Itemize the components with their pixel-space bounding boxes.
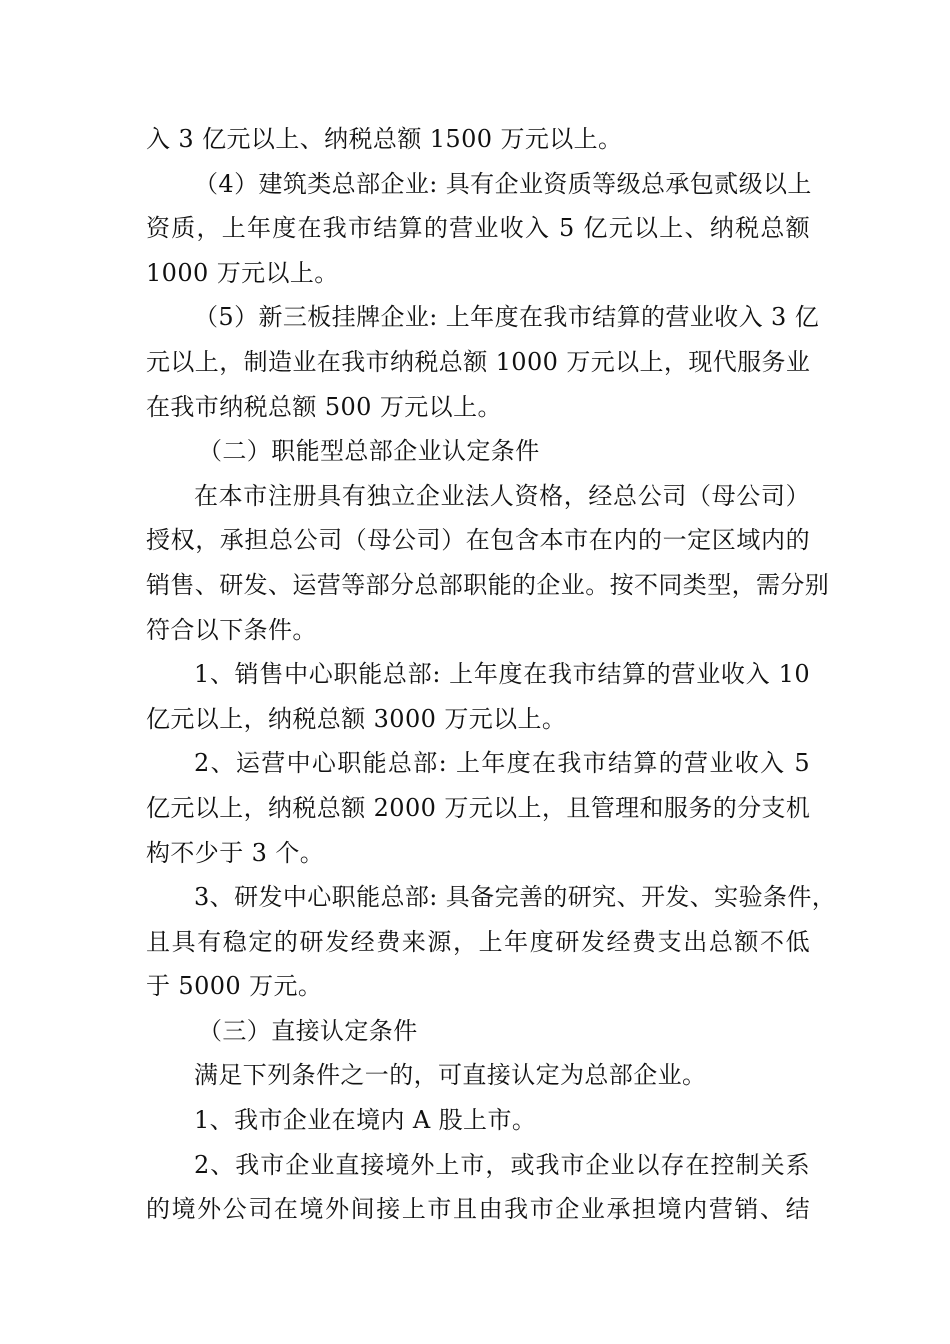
text-line-13: 1、销售中心职能总部: 上年度在我市结算的营业收入 10	[194, 660, 810, 689]
section-heading-2: （二）职能型总部企业认定条件	[198, 437, 540, 466]
text-line-19: 且具有稳定的研发经费来源，上年度研发经费支出总额不低	[146, 927, 810, 956]
text-line-24: 2、我市企业直接境外上市，或我市企业以存在控制关系	[194, 1150, 810, 1179]
section-heading-3: （三）直接认定条件	[198, 1016, 418, 1045]
text-line-9: 在本市注册具有独立企业法人资格，经总公司（母公司）	[194, 481, 810, 510]
text-line-18: 3、研发中心职能总部: 具备完善的研究、开发、实验条件，	[194, 883, 837, 912]
document-body	[146, 117, 837, 1232]
text-line-15: 2、运营中心职能总部: 上年度在我市结算的营业收入 5	[194, 749, 810, 778]
text-line-23: 1、我市企业在境内 A 股上市。	[194, 1106, 537, 1135]
text-line-5: （5）新三板挂牌企业: 上年度在我市结算的营业收入 3 亿	[194, 303, 820, 332]
text-line-7: 在我市纳税总额 500 万元以上。	[146, 392, 502, 421]
text-line-25: 的境外公司在境外间接上市且由我市企业承担境内营销、结	[146, 1195, 810, 1224]
text-line-16: 亿元以上，纳税总额 2000 万元以上，且管理和服务的分支机	[146, 793, 811, 822]
text-line-11: 销售、研发、运营等部分总部职能的企业。按不同类型，需分别	[146, 570, 830, 599]
text-line-17: 构不少于 3 个。	[146, 838, 325, 867]
text-line-12: 符合以下条件。	[146, 615, 317, 644]
text-line-14: 亿元以上，纳税总额 3000 万元以上。	[146, 704, 567, 733]
text-line-6: 元以上，制造业在我市纳税总额 1000 万元以上，现代服务业	[146, 347, 811, 376]
text-line-3: 资质，上年度在我市结算的营业收入 5 亿元以上、纳税总额	[146, 214, 810, 243]
text-line-2: （4）建筑类总部企业: 具有企业资质等级总承包贰级以上	[194, 169, 812, 198]
text-line-22: 满足下列条件之一的，可直接认定为总部企业。	[194, 1061, 707, 1090]
text-line-4: 1000 万元以上。	[146, 258, 339, 287]
text-line-20: 于 5000 万元。	[146, 972, 323, 1001]
text-line-10: 授权，承担总公司（母公司）在包含本市在内的一定区域内的	[146, 526, 810, 555]
text-line-1: 入 3 亿元以上、纳税总额 1500 万元以上。	[146, 125, 623, 153]
